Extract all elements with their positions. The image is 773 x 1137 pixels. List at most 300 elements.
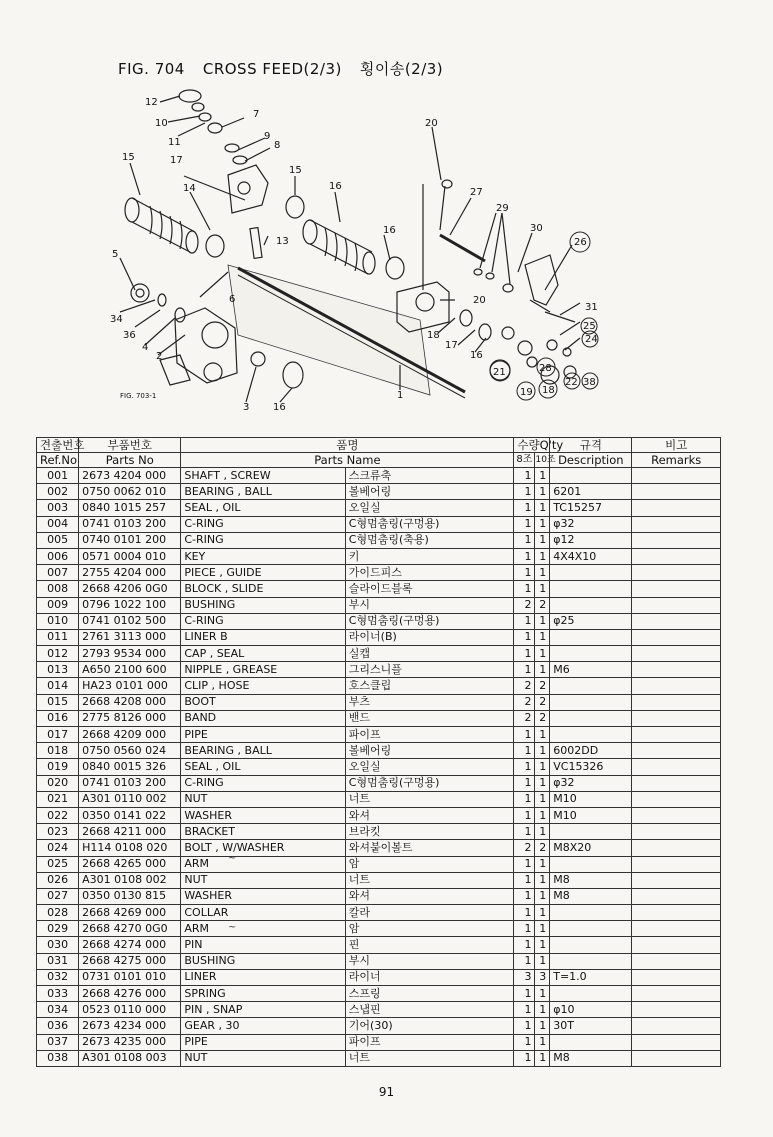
cell-q10: 1 [535, 468, 550, 484]
cell-q8: 1 [514, 468, 535, 484]
cell-ref: 021 [37, 791, 79, 807]
cell-desc [550, 581, 632, 597]
cell-kr: C형멈춤링(구멍용) [345, 613, 514, 629]
cell-pno: A650 2100 600 [79, 662, 181, 678]
cell-q8: 1 [514, 856, 535, 872]
table-row [37, 986, 721, 1002]
cell-q10: 2 [535, 840, 550, 856]
cell-en: SPRING [181, 986, 345, 1002]
cell-pno: 0741 0103 200 [79, 775, 181, 791]
table-row [37, 1002, 721, 1018]
cell-desc [550, 710, 632, 726]
header-q10: 10조 [535, 453, 550, 468]
cell-en: PIECE , GUIDE [181, 565, 345, 581]
cell-en: COLLAR [181, 905, 345, 921]
cell-desc: M8 [550, 1050, 632, 1066]
cell-kr: 너트 [345, 872, 514, 888]
cell-q8: 1 [514, 872, 535, 888]
cell-pno: 0840 1015 257 [79, 500, 181, 516]
table-row [37, 662, 721, 678]
table-row [37, 1034, 721, 1050]
cell-en: BLOCK , SLIDE [181, 581, 345, 597]
table-row [37, 905, 721, 921]
cell-rem [632, 969, 721, 985]
cell-q10: 1 [535, 872, 550, 888]
callout: 17 [170, 155, 183, 166]
cell-kr: 호스클립 [345, 678, 514, 694]
cell-kr: 칼라 [345, 905, 514, 921]
cell-en: SEAL , OIL [181, 500, 345, 516]
cell-rem [632, 905, 721, 921]
title-english: CROSS FEED(2/3) [202, 60, 342, 78]
header-qty: 수량Q'ty [514, 438, 550, 453]
table-row [37, 888, 721, 904]
cell-pno: 0741 0103 200 [79, 516, 181, 532]
cell-q10: 1 [535, 856, 550, 872]
cell-desc: φ25 [550, 613, 632, 629]
callout: 16 [383, 225, 396, 236]
cell-q8: 1 [514, 613, 535, 629]
cell-pno: 2668 4276 000 [79, 986, 181, 1002]
cell-ref: 031 [37, 953, 79, 969]
cell-pno: A301 0108 003 [79, 1050, 181, 1066]
cell-q8: 2 [514, 678, 535, 694]
cell-q10: 1 [535, 953, 550, 969]
cell-q8: 2 [514, 840, 535, 856]
cell-ref: 005 [37, 532, 79, 548]
cell-kr: 가이드피스 [345, 565, 514, 581]
cell-rem [632, 548, 721, 564]
callout: 13 [276, 236, 289, 247]
cell-desc [550, 905, 632, 921]
table-row [37, 872, 721, 888]
cell-ref: 020 [37, 775, 79, 791]
cell-ref: 001 [37, 468, 79, 484]
cell-q8: 1 [514, 937, 535, 953]
cell-kr: 스프링 [345, 986, 514, 1002]
table-row [37, 613, 721, 629]
cell-pno: 0740 0101 200 [79, 532, 181, 548]
table-row [37, 710, 721, 726]
exploded-parts-diagram [0, 80, 773, 430]
cell-ref: 011 [37, 629, 79, 645]
cell-en: BEARING , BALL [181, 484, 345, 500]
cell-q8: 1 [514, 1050, 535, 1066]
cell-pno: H114 0108 020 [79, 840, 181, 856]
cell-desc [550, 629, 632, 645]
cell-kr: 기어(30) [345, 1018, 514, 1034]
cell-en: LINER B [181, 629, 345, 645]
table-row [37, 743, 721, 759]
cell-rem [632, 727, 721, 743]
callout: 15 [122, 152, 135, 163]
cell-pno: 2673 4235 000 [79, 1034, 181, 1050]
table-row [37, 824, 721, 840]
cell-en: CLIP , HOSE [181, 678, 345, 694]
cell-q8: 1 [514, 824, 535, 840]
cell-en: BAND [181, 710, 345, 726]
cell-q8: 1 [514, 759, 535, 775]
cell-kr: 볼베어링 [345, 484, 514, 500]
cell-q8: 1 [514, 888, 535, 904]
cell-desc: M8 [550, 888, 632, 904]
boot-right [303, 220, 375, 274]
callout: 7 [253, 109, 260, 120]
cell-en: NUT [181, 872, 345, 888]
cell-q8: 1 [514, 1034, 535, 1050]
cell-en: NUT [181, 1050, 345, 1066]
cell-rem [632, 613, 721, 629]
cell-en: BUSHING [181, 953, 345, 969]
cell-rem [632, 1018, 721, 1034]
cell-q10: 1 [535, 743, 550, 759]
cell-q10: 1 [535, 662, 550, 678]
cell-pno: 2761 3113 000 [79, 629, 181, 645]
cell-q8: 1 [514, 743, 535, 759]
cell-q10: 1 [535, 1050, 550, 1066]
cell-q8: 2 [514, 597, 535, 613]
callout: 2 [156, 351, 163, 362]
cell-q10: 1 [535, 905, 550, 921]
cell-pno: 2673 4204 000 [79, 468, 181, 484]
cell-kr: 밴드 [345, 710, 514, 726]
cell-ref: 006 [37, 548, 79, 564]
cell-ref: 007 [37, 565, 79, 581]
cell-kr: 너트 [345, 791, 514, 807]
callout: 17 [445, 340, 458, 351]
callout: 36 [123, 330, 136, 341]
cell-q8: 1 [514, 565, 535, 581]
cell-desc: M8 [550, 872, 632, 888]
diagram-ref-label: FIG. 703-1 [120, 392, 157, 400]
cell-q10: 3 [535, 969, 550, 985]
cell-kr: 라이너 [345, 969, 514, 985]
cell-en: BOOT [181, 694, 345, 710]
cell-rem [632, 516, 721, 532]
table-row [37, 1018, 721, 1034]
cell-rem [632, 953, 721, 969]
cell-q8: 1 [514, 646, 535, 662]
callout: 28 [539, 363, 552, 374]
cell-en: BUSHING [181, 597, 345, 613]
cell-ref: 017 [37, 727, 79, 743]
figure-number: FIG. 704 [118, 60, 185, 78]
table-row [37, 629, 721, 645]
table-row [37, 840, 721, 856]
cell-q10: 2 [535, 694, 550, 710]
cell-ref: 004 [37, 516, 79, 532]
cell-rem [632, 888, 721, 904]
callout: 25 [583, 321, 596, 332]
table-row [37, 694, 721, 710]
cell-en: C-RING [181, 532, 345, 548]
cell-kr: 오일실 [345, 759, 514, 775]
cell-q10: 1 [535, 1034, 550, 1050]
cell-q8: 1 [514, 791, 535, 807]
cell-rem [632, 759, 721, 775]
cell-desc [550, 856, 632, 872]
callout: 16 [273, 402, 286, 413]
handwritten-note: ~ [228, 922, 237, 933]
cell-q10: 2 [535, 678, 550, 694]
table-row [37, 565, 721, 581]
cell-rem [632, 678, 721, 694]
cell-desc: VC15326 [550, 759, 632, 775]
cell-desc [550, 727, 632, 743]
cell-pno: 2793 9534 000 [79, 646, 181, 662]
cell-q8: 2 [514, 694, 535, 710]
cell-ref: 025 [37, 856, 79, 872]
cell-ref: 022 [37, 807, 79, 823]
header-row-english [37, 453, 721, 468]
cell-ref: 036 [37, 1018, 79, 1034]
cell-rem [632, 856, 721, 872]
cell-q10: 1 [535, 500, 550, 516]
callout: 18 [542, 385, 555, 396]
cell-en: C-RING [181, 775, 345, 791]
cell-q8: 1 [514, 548, 535, 564]
cell-desc: M6 [550, 662, 632, 678]
cell-ref: 037 [37, 1034, 79, 1050]
cell-en: PIPE [181, 1034, 345, 1050]
cell-kr: 스크류축 [345, 468, 514, 484]
cell-desc [550, 694, 632, 710]
cell-rem [632, 1034, 721, 1050]
cell-en: PIPE [181, 727, 345, 743]
cell-q8: 1 [514, 484, 535, 500]
cell-rem [632, 646, 721, 662]
callout: 5 [112, 249, 119, 260]
cell-kr: 볼베어링 [345, 743, 514, 759]
cell-pno: 0750 0560 024 [79, 743, 181, 759]
cell-rem [632, 921, 721, 937]
table-row [37, 597, 721, 613]
cell-q10: 1 [535, 824, 550, 840]
cell-en: GEAR , 30 [181, 1018, 345, 1034]
cell-pno: 2668 4208 000 [79, 694, 181, 710]
cell-kr: 파이프 [345, 727, 514, 743]
cell-ref: 013 [37, 662, 79, 678]
cell-rem [632, 743, 721, 759]
header-name-en: Parts Name [181, 453, 514, 468]
cell-rem [632, 791, 721, 807]
cell-ref: 034 [37, 1002, 79, 1018]
header-name-kr: 품명 [181, 438, 514, 453]
cell-kr: 부시 [345, 597, 514, 613]
cell-en: ARM [181, 856, 345, 872]
cell-ref: 002 [37, 484, 79, 500]
cell-en: WASHER [181, 807, 345, 823]
callout: 18 [427, 330, 440, 341]
cell-rem [632, 629, 721, 645]
cell-q8: 1 [514, 662, 535, 678]
header-pno-en: Parts No [79, 453, 181, 468]
cell-q10: 1 [535, 565, 550, 581]
cell-pno: 0731 0101 010 [79, 969, 181, 985]
cell-rem [632, 1050, 721, 1066]
cell-kr: 오일실 [345, 500, 514, 516]
table-row [37, 500, 721, 516]
cell-pno: 2668 4211 000 [79, 824, 181, 840]
cell-en: NIPPLE , GREASE [181, 662, 345, 678]
callout: 38 [583, 377, 596, 388]
cell-q10: 1 [535, 727, 550, 743]
callout: 19 [520, 387, 533, 398]
cell-pno: 2775 8126 000 [79, 710, 181, 726]
header-rem-kr: 비고 [632, 438, 721, 453]
cell-en: C-RING [181, 516, 345, 532]
cell-q10: 1 [535, 1018, 550, 1034]
cell-rem [632, 581, 721, 597]
gear-housing [160, 308, 237, 385]
header-pno-kr: 부품번호 [79, 438, 181, 453]
cell-desc: 4X4X10 [550, 548, 632, 564]
parts-table [36, 437, 721, 1067]
cell-ref: 026 [37, 872, 79, 888]
cell-q8: 2 [514, 710, 535, 726]
cell-rem [632, 872, 721, 888]
cell-pno: 0741 0102 500 [79, 613, 181, 629]
cell-q8: 1 [514, 629, 535, 645]
cell-ref: 015 [37, 694, 79, 710]
cell-desc: TC15257 [550, 500, 632, 516]
cell-q8: 1 [514, 500, 535, 516]
callout: 26 [574, 237, 587, 248]
cell-en: BOLT , W/WASHER [181, 840, 345, 856]
cell-rem [632, 597, 721, 613]
cell-desc [550, 824, 632, 840]
slide-block [228, 165, 268, 258]
cell-pno: 2668 4269 000 [79, 905, 181, 921]
cell-desc [550, 565, 632, 581]
table-row [37, 953, 721, 969]
callout: 16 [329, 181, 342, 192]
page-number: 91 [378, 1085, 395, 1099]
cell-q8: 1 [514, 921, 535, 937]
cell-rem [632, 532, 721, 548]
header-rem-en: Remarks [632, 453, 721, 468]
cell-kr: 너트 [345, 1050, 514, 1066]
cell-q10: 2 [535, 710, 550, 726]
callout: 8 [274, 140, 281, 151]
cell-q8: 3 [514, 969, 535, 985]
cell-ref: 012 [37, 646, 79, 662]
cell-desc: φ10 [550, 1002, 632, 1018]
callout: 22 [565, 377, 578, 388]
callout: 3 [243, 402, 250, 413]
callout: 15 [289, 165, 302, 176]
table-row [37, 937, 721, 953]
table-row [37, 921, 721, 937]
cell-desc [550, 953, 632, 969]
cell-kr: 암 [345, 856, 514, 872]
cell-kr: 와셔 [345, 807, 514, 823]
cell-q10: 1 [535, 888, 550, 904]
header-desc-en: Description [550, 453, 632, 468]
cell-ref: 008 [37, 581, 79, 597]
cell-kr: 슬라이드블록 [345, 581, 514, 597]
cell-kr: 그리스니플 [345, 662, 514, 678]
callout: 9 [264, 131, 271, 142]
table-row [37, 856, 721, 872]
cell-pno: 0750 0062 010 [79, 484, 181, 500]
cell-ref: 027 [37, 888, 79, 904]
cell-en: SHAFT , SCREW [181, 468, 345, 484]
callout: 4 [142, 342, 149, 353]
callout: 10 [155, 118, 168, 129]
cell-en: PIN , SNAP [181, 1002, 345, 1018]
cell-q10: 1 [535, 629, 550, 645]
table-row [37, 484, 721, 500]
cell-en: WASHER [181, 888, 345, 904]
cell-q8: 1 [514, 775, 535, 791]
cell-q10: 2 [535, 597, 550, 613]
cell-en: NUT [181, 791, 345, 807]
cell-pno: HA23 0101 000 [79, 678, 181, 694]
cell-desc [550, 597, 632, 613]
header-ref-en: Ref.No [37, 453, 79, 468]
cell-desc: 6002DD [550, 743, 632, 759]
cell-kr: C형멈춤링(구멍용) [345, 516, 514, 532]
cell-pno: A301 0110 002 [79, 791, 181, 807]
cell-ref: 030 [37, 937, 79, 953]
cell-desc [550, 468, 632, 484]
cell-kr: 파이프 [345, 1034, 514, 1050]
cell-q8: 1 [514, 532, 535, 548]
cell-desc: M8X20 [550, 840, 632, 856]
cell-en: ARM [181, 921, 345, 937]
cell-desc: T=1.0 [550, 969, 632, 985]
cell-ref: 003 [37, 500, 79, 516]
cell-kr: 부츠 [345, 694, 514, 710]
cell-en: BEARING , BALL [181, 743, 345, 759]
cell-pno: 2668 4209 000 [79, 727, 181, 743]
cell-pno: 2668 4274 000 [79, 937, 181, 953]
header-row-korean [37, 438, 721, 453]
cell-en: PIN [181, 937, 345, 953]
cell-ref: 016 [37, 710, 79, 726]
header-ref-kr: 견출번호 [37, 438, 79, 453]
cell-pno: 0840 0015 326 [79, 759, 181, 775]
cell-q8: 1 [514, 1018, 535, 1034]
cell-rem [632, 824, 721, 840]
cell-kr: 부시 [345, 953, 514, 969]
cell-en: KEY [181, 548, 345, 564]
cell-ref: 029 [37, 921, 79, 937]
callout: 29 [496, 203, 509, 214]
cell-q8: 1 [514, 953, 535, 969]
cell-q10: 1 [535, 646, 550, 662]
callout: 1 [397, 390, 404, 401]
cell-pno: 0571 0004 010 [79, 548, 181, 564]
cell-desc: M10 [550, 807, 632, 823]
cell-pno: 2755 4204 000 [79, 565, 181, 581]
cell-desc: M10 [550, 791, 632, 807]
cell-pno: 2668 4265 000 [79, 856, 181, 872]
handwritten-note: ~ [228, 853, 237, 864]
bracket [397, 184, 449, 332]
callout: 20 [473, 295, 486, 306]
callout: 14 [183, 183, 196, 194]
cell-kr: C형멈춤링(축용) [345, 532, 514, 548]
callout: 31 [585, 302, 598, 313]
callout: 20 [425, 118, 438, 129]
callout: 27 [470, 187, 483, 198]
cell-q10: 1 [535, 548, 550, 564]
cell-rem [632, 807, 721, 823]
table-row [37, 1050, 721, 1066]
cell-pno: 2668 4270 0G0 [79, 921, 181, 937]
